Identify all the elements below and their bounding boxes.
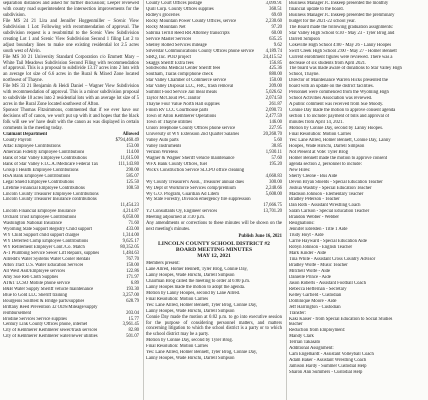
text-line: Sherry Cleone - Bus Aide [289, 173, 338, 179]
text-line: A public comment was received from Sue Moody. [289, 102, 384, 108]
ledger-claimant: Shelley Rolled Services mileage [146, 42, 207, 48]
text-line: Mark Kinder - Aide [289, 251, 327, 257]
ledger-claimant: Verizon Wireless [146, 149, 178, 155]
ledger-claimant: Washington National Insurance [3, 221, 62, 227]
text-line: Lanny Hoopes made the motion to adopt the agenda. [146, 284, 246, 290]
ledger-claimant: Orchard Trust Employee Contributions [3, 215, 77, 221]
paragraph: File MS 24 21 Lira and Jennifer Hoggenmiller – Scenic View Subdivision 1 Lot: Following with recommendation of approval. The subdivision request is a resubmittal to the Scenic View Subdivision creating Lot 1 and Scenic View Subdivision Second 1 filing Lot 2 to adjust boundary lines to make one existing residential lot 2.5 acres south west of Alvin. [3, 18, 139, 54]
ledger-amount: 2,074.50 [265, 96, 282, 102]
text-line: section 1 to include: payment of bills and approval of [289, 114, 390, 120]
text-line: Final Resolution: Motion Carries [146, 296, 209, 302]
ledger-amount: 38.85 [271, 143, 282, 149]
ledger-amount: 3,099.91 [265, 1, 282, 6]
ledger-amount: 501.07 [126, 334, 139, 340]
ledger-claimant: Service Master Services [146, 36, 192, 42]
text-line: Members present: [146, 260, 180, 266]
text-line: Lanny Hoopes, Wade Hirschi, Darrell Simpson [146, 356, 235, 362]
text-line: Darrell Simpson [289, 36, 320, 42]
text-line: Reduction from Employment: [289, 328, 346, 334]
text-line: Star Valley High School 6:30 - May 23 - Tyler Brog and [289, 30, 395, 36]
paragraph: Sponsor Thomas Fitzsimmons, commented that if we ever have our decisions off of canon, we won't put up with it and hopes that the black folk will see we' have dealt with the canon as was displayed in certain comments in the meeting today. [3, 108, 139, 132]
ledger-claimant: Century Link County Offices phone, internet [3, 322, 88, 328]
ledger-claimant: Valley Auto parts [146, 137, 179, 143]
ledger-amount: 2,477.59 [265, 114, 282, 120]
ledger-amount: 111,143.80 [118, 161, 139, 167]
ledger-amount: 1,314.00 [122, 233, 139, 239]
ledger-amount: $794,460.49 [115, 137, 139, 143]
text-line: Director of Maintenance Warren Hicks presented the [289, 78, 388, 84]
paragraph: Any amendments or corrections to these minutes will be shown on the next meeting's minutes. [146, 221, 282, 233]
ledger-amount: 156.85 [269, 60, 282, 66]
text-line: Hoopes, Wade Hirschi, Darrell Simpson [289, 143, 365, 149]
ledger-claimant: SIRQ, Inc. POD project [146, 54, 191, 60]
column-left [3, 1, 139, 399]
ledger-amount: 300.00 [269, 179, 282, 185]
ledger-claimant: Brittany Reed Prevention 32 ODS/Mileage/supply [3, 304, 98, 310]
ledger-claimant: All West Asst/Employee services [3, 268, 66, 274]
text-line: Jeff Harrington - Custodian [289, 304, 341, 310]
ledger-claimant: Lincoln County Treasurer Employee Contributions [3, 191, 99, 197]
claims-ledger [146, 1, 282, 221]
text-line: Adam Baker - Assistant Wrestling Coach [289, 358, 367, 364]
ledger-claimant: City of Kemmerer Kemmerer sewer/trash services [3, 328, 98, 334]
text-line: Tina White - Assistant Cross Country Advisor [289, 256, 376, 262]
ledger-amount: 108.50 [126, 185, 139, 191]
ledger-amount: 15.77 [128, 316, 139, 322]
ledger-amount: 150.00 [126, 262, 139, 268]
ledger-claimant: Taylor McCloud PFC Janitor [146, 96, 201, 102]
text-line: Motion by Lanny Hoopes, second by Lane Allred. [146, 290, 241, 296]
ledger-claimant: County Court Offices postage [146, 1, 203, 6]
ledger-claimant: WY Child Support child support charges [3, 233, 80, 239]
ledger-claimant: Lincoln County Treasurer Insurance contributions [3, 197, 97, 203]
column-divider [286, 0, 287, 400]
ledger-claimant: HSA Bank Employee Contributions [3, 173, 71, 179]
text-line: Devon Bryan Shields - Special Education Teacher [289, 179, 383, 185]
ledger-amount: 4,668.83 [265, 173, 282, 179]
ledger-claimant: Y2 Consultants Oy, Engineer services [146, 209, 218, 215]
text-line: Homer Bennett made the motion to approve consent [289, 155, 388, 161]
ledger-claimant: Rocky Mountain Power County Offices, service [146, 18, 237, 24]
text-line: financial update to the board. [289, 6, 344, 12]
text-line: Kaki Kaiser - from Special Education to Social Studies [289, 316, 393, 322]
text-line: Bradley Wolfe - Music Teacher [289, 262, 348, 268]
text-line: Connie Day made the motion to approve consent agenda [289, 108, 396, 114]
text-line: decrease of six students from April 2021. [289, 60, 367, 66]
text-line: Additional Assignment: [289, 346, 334, 352]
ledger-claimant: Wy G.O. Program, Guardian Ad Litem [146, 191, 219, 197]
text-line: Jennifer Edelsten - Title 1 Aide [289, 227, 348, 233]
text-line: Yes: Lane Allred, Homer Bennett, Tyler Brog, Connie Day, [146, 302, 258, 308]
ledger-claimant: Wy State Forestry, Division emergency fire suppression [146, 197, 251, 203]
text-line: Cam Engelhardt - Assistant Volleyball Coach [289, 352, 374, 358]
text-line: Final Resolution: Motion Carries [146, 344, 209, 350]
ledger-claimant: Southam, Tiaras comp/phone check [146, 72, 213, 78]
text-line: Trudy Hoyt - Aide [289, 233, 324, 239]
text-line: agenda section 2, personnel to include: [289, 161, 362, 167]
ledger-claimant: Summit Food Service Jail meal meals [146, 90, 217, 96]
text-line: Terrian Takasato [289, 340, 321, 346]
ledger-claimant: Alfac Employee Contributions [3, 143, 61, 149]
text-line: Jamison Hardy - Summer Custodial Help [289, 364, 367, 370]
ledger-claimant: Town of Alton Kemmerer Operations [146, 114, 217, 120]
ledger-amount: 261.87 [269, 102, 282, 108]
ledger-amount: 3,257.00 [122, 292, 139, 298]
ledger-claimant: Star Valley Chamber of Commerce service [146, 78, 227, 84]
ledger-amount: 146.00 [269, 120, 282, 126]
ledger-amount: 82.80 [128, 328, 139, 334]
ledger-amount: 3,961.45 [122, 322, 139, 328]
ledger-amount: 433.00 [126, 227, 139, 233]
ledger-claimant: Town of Thayne utilities [146, 120, 193, 126]
text-line: Swift Creek High School 2:00 - May 27 - Homer Bennett [289, 48, 397, 54]
ledger-header-claimant: Claimant Department [3, 131, 48, 137]
ledger-amount: 880.00 [269, 72, 282, 78]
ledger-claimant: Wy Dept of Workforce Services comp/premium [146, 185, 236, 191]
text-line: The board was made aware of donations to Star Valley High [289, 66, 402, 72]
column-middle [146, 1, 282, 399]
ledger-amount: 11,454.23 [120, 203, 139, 209]
paragraph: File MS 30 21 University Standard Corporation c/o Emmett Mary – White Tail Meadows Subdivision Second Filing with recommendation of approval. This is a proposal to subdivide 13.17 acres into 2 lots with an average lot size of 6.6 acres in the Rural & Mixed Zone located northwest of Thayne. [3, 54, 139, 84]
text-line: Madison Johnson - Elementary Teacher [289, 191, 364, 197]
ledger-amount: 4,214.87 [122, 209, 139, 215]
ledger-amount: 195.20 [269, 161, 282, 167]
ledger-amount: 9.62 [273, 42, 282, 48]
ledger-claimant: Group I Health Employee Contributions [3, 167, 79, 173]
minutes-lines [289, 1, 425, 376]
text-line: Brandon Webber - Webber [289, 215, 339, 221]
ledger-claimant: Bank of Star Valley F.I.C.A./Medicare Federal Tax [3, 161, 99, 167]
ledger-amount: 2,230.60 [265, 18, 282, 24]
ledger-amount: 97.20 [271, 24, 282, 30]
ledger-claimant: B&B Water Supply Sheriff vehicle maintenance [3, 286, 94, 292]
text-line: Chairman Brog called the meeting to order at 6:00 p.m. [146, 278, 251, 284]
ledger-amount: 2,090.73 [265, 108, 282, 114]
ledger-claimant: Valley Instruments [146, 143, 182, 149]
ledger-claimant: Meeting adjourned at 3:30 p.m. [146, 215, 206, 221]
ledger-amount: 125.50 [126, 179, 139, 185]
ledger-claimant: Silverstar Communications County Offices phone service [146, 48, 255, 54]
ledger-claimant: Ridley's groceries [146, 12, 180, 18]
text-line: Motion by Connie Day, second by Tyler Brog. [146, 338, 233, 344]
ledger-claimant: Blue to Gold LLC Sheriff training [3, 292, 68, 298]
text-line: Not Present at Vote: Tyler Brog [289, 149, 348, 155]
ledger-claimant: Union Telephone County Offices phone service [146, 126, 236, 132]
ledger-amount: 114.00 [126, 149, 139, 155]
ledger-claimant: reimbursement [3, 310, 32, 316]
ledger-amount: 635.25 [269, 36, 282, 42]
ledger-amount: 24,415.52 [263, 54, 282, 60]
ledger-claimant: Wy County Treasurer's Assn., Treasurer annual dues [146, 179, 244, 185]
section-date: MAY 12, 2021 [197, 253, 231, 260]
ledger-claimant: Lincoln Financial Employee Insurance [3, 209, 76, 215]
text-line: Dan Roth - Assistant Wrestling Coach [289, 203, 361, 209]
ledger-amount: 153.00 [126, 143, 139, 149]
paragraph: Connie Day made the motion at 6:02 p.m. to go into executive session for the purpose of considering personnel matters, and matters concerning litigation to which the school district is a party or to which the school district may be a party. [146, 314, 282, 338]
ledger-amount: 6.89 [130, 280, 139, 286]
text-line: Jason Roberts - Assistant Football Coach [289, 280, 366, 286]
text-line: Sarah Carlson - Special Education Teacher [289, 209, 370, 215]
ledger-claimant: Amy Sue Reb Cloth Supplies [3, 274, 59, 280]
ledger-claimant: Bank of Star Valley Employee Contributions [3, 155, 87, 161]
paragraph: separation distances and asked for further discussion; Leeper reviewed with county road superintendent the intersection improvements for the subdivision. [3, 1, 139, 18]
ledger-claimant: Brodine Services Service supplies [3, 316, 67, 322]
ledger-claimant: University of WY Extension 2nd Quarter Salaries [146, 131, 240, 137]
ledger-claimant: Wyoming State Support Registry Child support [3, 227, 92, 233]
ledger-claimant: Alton Tract U.S. Water Education Services [3, 262, 84, 268]
text-line: Robyn Johnson - English Teacher [289, 245, 353, 251]
text-line: Dominique Moore - Aide [289, 298, 337, 304]
ledger-claimant: WFX Bank County Offices, fuel [146, 161, 207, 167]
text-line: New Hires: [289, 167, 311, 173]
paragraph: File MS 33 21 Benjamin & Heidi Daniel – Wagner View Subdivision with recommendation of approval. This is a minor subdivision proposal to subdivide 10 acres into 2 residential lots with an average lot size of 5 acres in the Rural Zone located southwest of Afton. [3, 84, 139, 108]
ledger-amount: 2,248.66 [265, 185, 282, 191]
ledger-claimant: AT&T LCSO Mobile phone service [3, 280, 71, 286]
ledger-header-allowed: Allowed [122, 131, 139, 137]
members-list [146, 261, 282, 315]
text-line: Yes: Lane Allred, Homer Bennett, Tyler Brog, Connie Day, [146, 350, 258, 356]
ledger-claimant: Solidworks Medical Center Sheriff fees [146, 66, 221, 72]
ledger-amount: 425.36 [269, 66, 282, 72]
ledger-claimant: WY Retirement Employer Cont./Co. Match [3, 245, 85, 251]
text-line: School, Thayne. [289, 72, 320, 78]
ledger-claimant: Wagner & Wagner Sheriff vehicle maintenance [146, 155, 235, 161]
ledger-amount: 5,608.00 [265, 191, 282, 197]
text-line: Lanny Hoopes, Wade Hirschi, Darrell Simpson [146, 272, 235, 278]
ledger-amount: 171.97 [126, 274, 139, 280]
ledger-claimant: WY Deferred Comp Employee Contributions [3, 239, 89, 245]
ledger-claimant: Thayne Four Value North Hall supplies [146, 102, 220, 108]
ledger-claimant: A-1 Plumbing Service Sewer Lift Repairs, supplies [3, 251, 100, 257]
ledger-amount: 69.69 [271, 12, 282, 18]
text-line: Danielle Prince - Aide [289, 274, 331, 280]
text-line: teacher [289, 322, 303, 328]
ledger-claimant: Skaggs Sheriff Extra fees [146, 60, 194, 66]
ledger-claimant: Star Valley Disposal LLC, FRC, trash removal [146, 84, 234, 90]
text-line: Yes: Lane Allred, Homer Bennett, Connie Day, Lanny [289, 137, 391, 143]
ledger-claimant: American Fidelity Employee Contributions [3, 149, 85, 155]
text-line: Rebecca Heffernan - Secretary [289, 286, 347, 292]
text-line: Business Manager JC Inskeep presented the preliminary [289, 12, 395, 18]
ledger-amount: 17,666.75 [263, 203, 282, 209]
ledger-claimant: Legal Shield Employee Contributions [3, 179, 74, 185]
ledger-claimant: Wick's Construction Service SLCPO office cleaning [146, 167, 245, 173]
ledger-claimant: Lifetime Financial Employee Contributions [3, 185, 85, 191]
section-heading: LINCOLN COUNTY SCHOOL DISTRICT #2 [158, 241, 270, 248]
text-line: Bradley Peterson - Teacher [289, 197, 340, 203]
ledger-amount: 5.60 [273, 137, 282, 143]
ledger-amount: 20,268.70 [263, 131, 282, 137]
ledger-amount: 767.70 [126, 256, 139, 262]
text-line: budget for the 2021-22 school year. [289, 18, 356, 24]
ledger-claimant: County Payroll [3, 137, 32, 143]
text-line: Sharon Ann Summers - Custodial Help [289, 370, 363, 376]
text-line: School Activities Association was reviewed. [289, 96, 373, 102]
motion-list [146, 338, 282, 362]
ledger-claimant: Finish RV LCC Courthouse parts [146, 108, 209, 114]
ledger-claimant: Bourgeois Soilltest & Bridge parts/supplies [3, 298, 85, 304]
ledger-amount: 193.30 [126, 286, 139, 292]
ledger-amount: 122.86 [126, 268, 139, 274]
ledger-amount: 203.04 [126, 310, 139, 316]
ledger-amount: 209.00 [269, 84, 282, 90]
ledger-claimant: Sabrina Terrill Reed RR Attorney transcripts [146, 30, 230, 36]
ledger-claimant: Rocky Mountain Net [146, 24, 186, 30]
ledger-amount: 71.60 [128, 221, 139, 227]
text-line: Resignations: [289, 221, 315, 227]
ledger-amount: 1,930.11 [265, 149, 282, 155]
ledger-amount: 585.07 [126, 173, 139, 179]
ledger-amount: 5,026.62 [265, 90, 282, 96]
text-line: Lanny Hoopes, Wade Hirschi, Darrell Simpson [146, 308, 235, 314]
claims-ledger [3, 132, 139, 340]
text-line: minutes from April 14, 2021. [289, 120, 344, 126]
ledger-claimant: Allredd's Water Systems Water Cooler Rentals [3, 256, 91, 262]
text-line: Personnel were commenced from the Wyoming High [289, 90, 389, 96]
text-line: Kelley Garfield - Custodian [289, 292, 342, 298]
section-subheading: BOARD MEETING MINUTES [175, 247, 253, 254]
ledger-amount: 290.00 [126, 167, 139, 173]
text-line: Business Manager JC Inskeep presented the monthly [289, 1, 389, 6]
ledger-amount: 11,615.00 [120, 155, 139, 161]
ledger-amount: 368.51 [269, 6, 282, 12]
ledger-amount: 227.95 [269, 126, 282, 132]
ledger-amount: 13,701.20 [263, 209, 282, 215]
text-line: Transfer: [289, 310, 307, 316]
ledger-amount: 1,484.63 [122, 251, 139, 257]
text-line: Lane Allred, Homer Bennett, Tyler Brog, Connie Day, [146, 266, 248, 272]
ledger-amount: 9,625.17 [122, 239, 139, 245]
text-line: Joshua Washby - Special Education Teacher [289, 185, 372, 191]
text-line: Motion by Connie Day, second by Lanny Hoopes. [289, 126, 384, 132]
text-line: Final Resolution: Motion Carries [289, 131, 352, 137]
text-line: Current enrollment figures were reviewed. There was a [289, 54, 393, 60]
publish-date: Publish June 16, 2021 [238, 234, 282, 240]
ledger-amount: 6,050.00 [122, 215, 139, 221]
ledger-amount: 60.00 [271, 30, 282, 36]
text-line: Cokeville High School 4:00 - May 26 - Lanny Hoopes [289, 42, 392, 48]
text-line: The Board made the following graduation assignments: [289, 24, 394, 30]
ledger-amount: 80,352.05 [120, 245, 139, 251]
text-line: Mitchell Wolfe - Aide [289, 268, 331, 274]
ledger-claimant: Quill Corp. County Offices supplies [146, 6, 214, 12]
text-line: board with an update on the district facilities. [289, 84, 374, 90]
ledger-amount: 628.79 [126, 298, 139, 304]
column-divider [143, 0, 144, 400]
ledger-amount: 150.00 [269, 78, 282, 84]
ledger-amount: 57.60 [271, 155, 282, 161]
ledger-amount: 4,189.74 [265, 48, 282, 54]
column-right [289, 1, 425, 399]
ledger-claimant: City of Kemmerer Kemmerer water/sewer utilities [3, 334, 98, 340]
text-line: Mandy Clark [289, 334, 314, 340]
text-line: Carrie Hayward - Special Education Aide [289, 239, 367, 245]
ledger-row [3, 334, 139, 340]
